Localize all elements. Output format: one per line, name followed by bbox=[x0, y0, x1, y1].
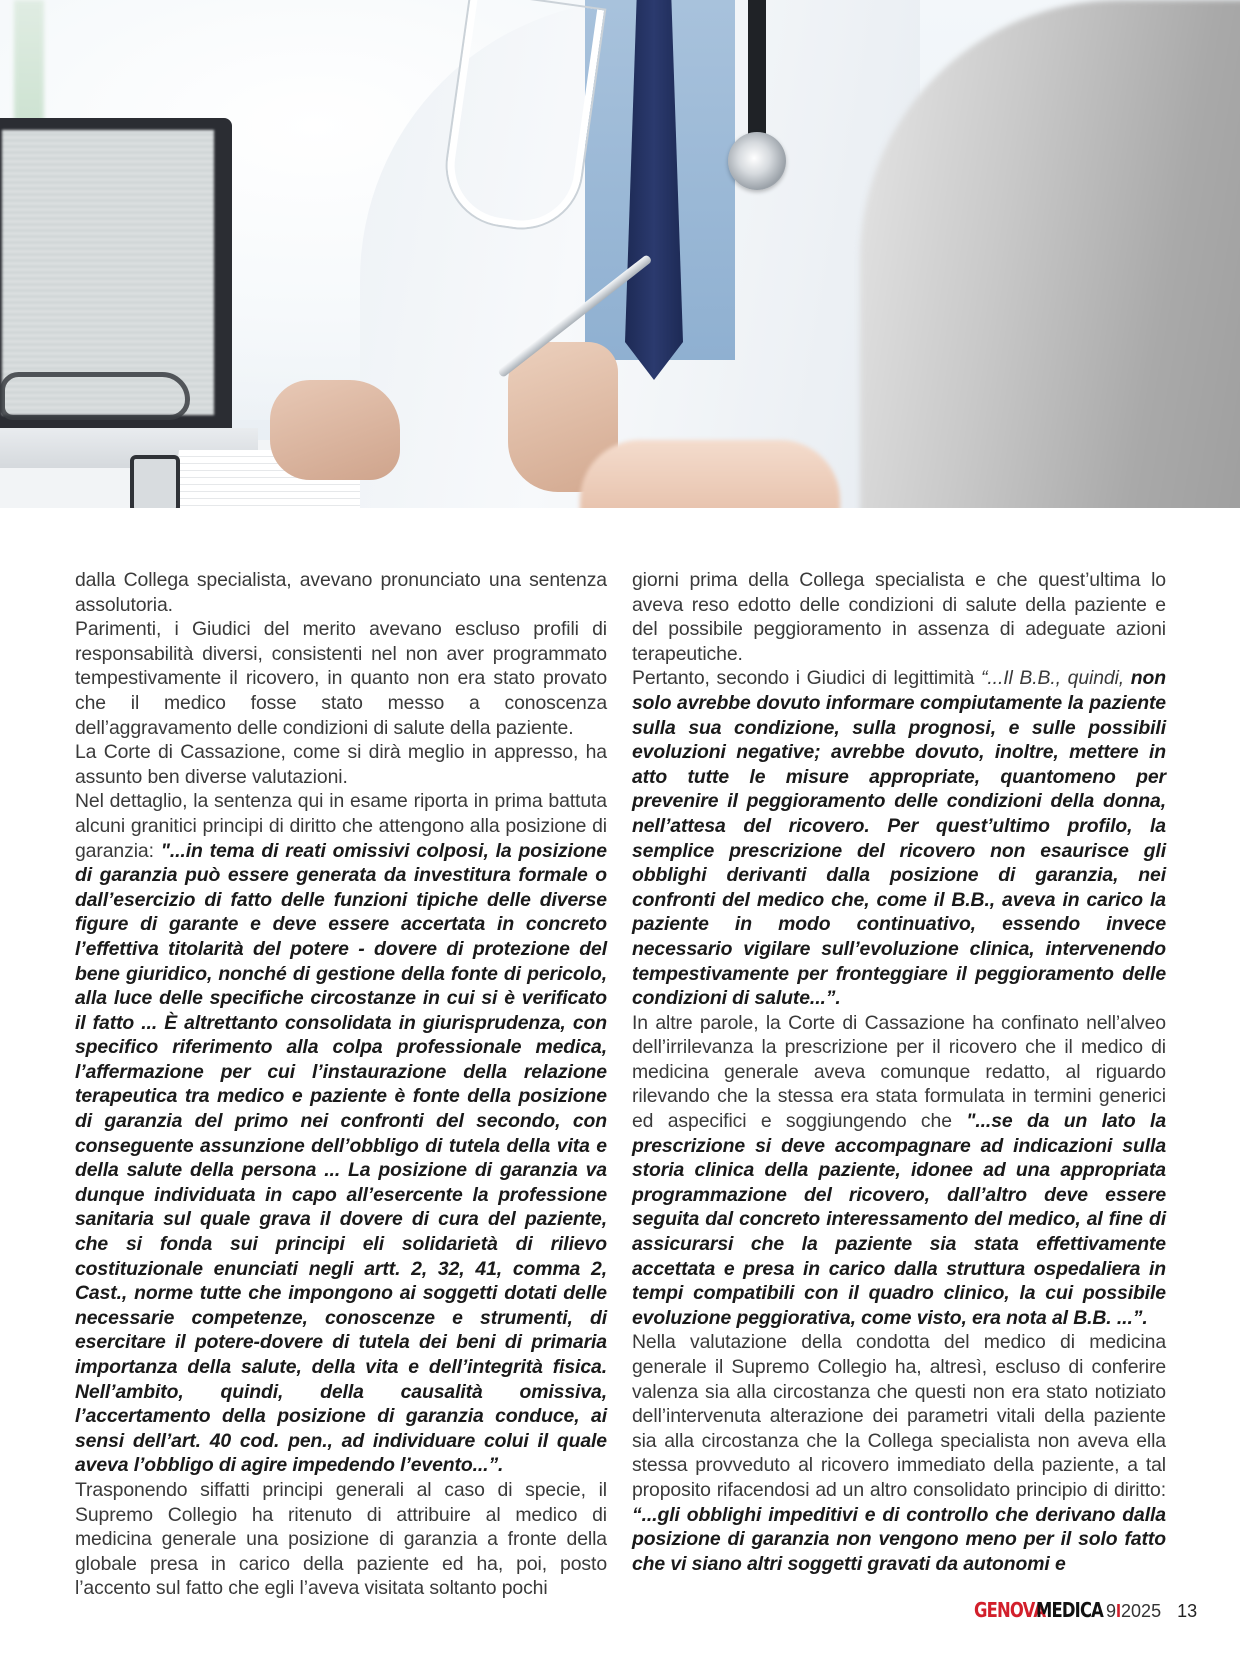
article-column-right bbox=[632, 568, 1166, 1576]
stethoscope-chestpiece bbox=[728, 132, 786, 190]
clipboard-clip bbox=[130, 455, 180, 508]
paragraph: dalla Collega specialista, avevano pronunciato una sentenza assolutoria. bbox=[75, 569, 607, 616]
paragraph: giorni prima della Collega specialista e che quest’ultima lo aveva reso edotto delle condizioni di salute della paziente e del possibile peggioramento in assenza di adeguate azioni terapeutiche. bbox=[632, 569, 1166, 665]
patient-hand bbox=[580, 440, 840, 508]
issue-separator: I bbox=[1116, 1601, 1122, 1621]
hero-photo bbox=[0, 0, 1240, 508]
paragraph: La Corte di Cassazione, come si dirà meglio in appresso, ha assunto ben diverse valutazioni. bbox=[75, 741, 607, 788]
paragraph: Parimenti, i Giudici del merito avevano escluso profili di responsabilità diversi, consistenti nel non aver programmato tempestivamente il ricovero, in quanto non era stato provato che il medico fosse stato messo a conoscenza dell’aggravamento delle condizioni di salute della paziente. bbox=[75, 618, 607, 739]
eyeglasses bbox=[0, 372, 190, 420]
article-column-left bbox=[75, 568, 607, 1601]
paragraph: Pertanto, secondo i Giudici di legittimità “...Il B.B., quindi, non solo avrebbe dovuto informare compiutamente la paziente sulla sua condizione, sulla prognosi, e sulle possibili evoluzioni negative; avrebbe dovuto, inoltre, mettere in atto tutte le misure appropriate, quantomeno per prevenire il peggioramento delle condizioni della donna, nell’attesa del ricovero. Per quest’ultimo profilo, la semplice prescrizione del ricovero non esaurisce gli obblighi derivanti dalla posizione di garanzia, nei confronti del medico che, come il B.B., aveva in carico la paziente in modo continuativo, essendo invece necessario vigilare sull’evoluzione clinica, intervenendo tempestivamente per fronteggiare il peggioramento delle condizioni di salute...”. bbox=[632, 667, 1166, 1010]
page-footer bbox=[974, 1598, 1197, 1628]
page-number: 13 bbox=[1177, 1601, 1198, 1621]
paragraph: Nella valutazione della condotta del medico di medicina generale il Supremo Collegio ha, altresì, escluso di conferire valenza sia alla circostanza che questi non era stato notiziato dell’intervenuta alterazione dei parametri vitali della paziente sia alla circostanza che la Collega specialista non aveva ella stessa provveduto al ricovero immediato della paziente, a tal proposito rifacendosi ad un altro consolidato principio di diritto: “...gli obblighi impeditivi e di controllo che derivano dalla posizione di garanzia non vengono meno per il solo fatto che vi siano altri soggetti gravati da autonomi e bbox=[632, 1331, 1166, 1575]
paragraph: Trasponendo siffatti principi generali al caso di specie, il Supremo Collegio ha ritenuto di attribuire al medico di medicina generale una posizione di garanzia a fronte della globale presa in carico della paziente ed ha, poi, posto l’accento sul fatto che egli l’aveva visitata soltanto pochi bbox=[75, 1478, 607, 1600]
legal-quotation: “...gli obblighi impeditivi e di controllo che derivano dalla posizione di garanzia non vengono meno per il solo fatto che vi siano altri soggetti gravati da autonomi e bbox=[632, 1503, 1166, 1575]
paragraph: In altre parole, la Corte di Cassazione ha confinato nell’alveo dell’irrilevanza la prescrizione per il ricovero che il medico di medicina generale aveva comunque redatto, al riguardo rilevando che la stessa era stata formulata in termini generici ed aspecifici e soggiungendo che "...se da un lato la prescrizione si deve accompagnare ad indicazioni sulla storia clinica della paziente, idonee ad una appropriata programmazione del ricovero, dall’altro deve essere seguita dal concreto interessamento del medico, al fine di assicurarsi che la paziente sia stata effettivamente accettata e presa in carico dalla struttura ospedaliera in tempi compatibili con il quadro clinico, la cui possibile evoluzione peggiorativa, come visto, era nota al B.B. ...”. bbox=[632, 1011, 1166, 1329]
quotation-lead-in: “...Il B.B., quindi, bbox=[981, 667, 1131, 690]
legal-quotation: "...in tema di reati omissivi colposi, la posizione di garanzia può essere generata da investitura formale o dall’esercizio di fatto delle funzioni tipiche delle diverse figure di garante e deve essere accertata in concreto l’effettiva titolarità del potere - dovere di protezione del bene giuridico, nonché di gestione della fonte di pericolo, alla luce delle specifiche circostanze in cui si è verificato il fatto ... È altrettanto consolidata in giurisprudenza, con specifico riferimento alla colpa professionale medica, l’affermazione per cui l’instaurazione della relazione terapeutica tra medico e paziente è fonte della posizione di garanzia del primo nei confronti del secondo, con conseguente assunzione dell’obbligo di tutela della vita e della salute della persona ... La posizione di garanzia va dunque individuata in capo all’esercente la professione sanitaria sul quale grava il dovere di cura del paziente, che si fonda sui principi eli solidarietà di rilievo costituzionale enunciati negli artt. 2, 32, 41, comma 2, Cast., norme tutte che impongono ai soggetti dotati delle necessarie competenze, conoscenze e strumenti, di esercitare il potere-dovere di tutela dei beni di primaria importanza della salute, della vita e dell’integrità fisica. Nell’ambito, quindi, della causalità omissiva, l’accertamento della posizione di garanzia conduce, ai sensi dell’art. 40 cod. pen., ad individuare colui il quale aveva l’obbligo di agire impedendo l’evento...”. bbox=[75, 839, 607, 1477]
legal-quotation: "...se da un lato la prescrizione si deve accompagnare ad indicazioni sulla storia clinica della paziente, idonee ad una appropriata programmazione del ricovero, dall’altro deve essere seguita dal concreto interessamento del medico, al fine di assicurarsi che la paziente sia stata effettivamente accettata e presa in carico dalla struttura ospedaliera in tempi compatibili con il quadro clinico, la cui possibile evoluzione peggiorativa, come visto, era nota al B.B. ...”. bbox=[632, 1110, 1166, 1329]
stethoscope-black-tube bbox=[748, 0, 766, 140]
magazine-brand-medica: MEDICA bbox=[1036, 1598, 1104, 1622]
doctor-left-hand bbox=[270, 380, 400, 480]
magazine-brand-genova: GENOVA bbox=[974, 1598, 1046, 1622]
legal-quotation: non solo avrebbe dovuto informare compiutamente la paziente sulla sua condizione, sulla prognosi, e sulle possibili evoluzioni negative; avrebbe dovuto, inoltre, mettere in atto tutte le misure appropriate, quantomeno per prevenire il peggioramento delle condizioni della donna, nell’attesa del ricovero. Per quest’ultimo profilo, la semplice prescrizione del ricovero non esaurisce gli obblighi derivanti dalla posizione di garanzia, nei confronti del medico che, come il B.B., aveva in carico la paziente in modo continuativo, essendo invece necessario vigilare sull’evoluzione clinica, intervenendo tempestivamente per fronteggiare il peggioramento delle condizioni di salute...”. bbox=[632, 667, 1166, 1010]
issue-number: 9I2025 bbox=[1106, 1601, 1162, 1621]
background-plant bbox=[14, 0, 44, 130]
paragraph: Nel dettaglio, la sentenza qui in esame riporta in prima battuta alcuni granitici principi di diritto che attengono alla posizione di garanzia: "...in tema di reati omissivi colposi, la posizione di garanzia può essere generata da investitura formale o dall’esercizio di fatto delle funzioni tipiche delle diverse figure di garante e deve essere accertata in concreto l’effettiva titolarità del potere - dovere di protezione del bene giuridico, nonché di gestione della fonte di pericolo, alla luce delle specifiche circostanze in cui si è verificato il fatto ... È altrettanto consolidata in giurisprudenza, con specifico riferimento alla colpa professionale medica, l’affermazione per cui l’instaurazione della relazione terapeutica tra medico e paziente è fonte della posizione di garanzia del primo nei confronti del secondo, con conseguente assunzione dell’obbligo di tutela della vita e della salute della persona ... La posizione di garanzia va dunque individuata in capo all’esercente la professione sanitaria sul quale grava il dovere di cura del paziente, che si fonda sui principi eli solidarietà di rilievo costituzionale enunciati negli artt. 2, 32, 41, comma 2, Cast., norme tutte che impongono ai soggetti dotati delle necessarie competenze, conoscenze e strumenti, di esercitare il potere-dovere di tutela dei beni di primaria importanza della salute, della vita e dell’integrità fisica. Nell’ambito, quindi, della causalità omissiva, l’accertamento della posizione di garanzia conduce, ai sensi dell’art. 40 cod. pen., ad individuare colui il quale aveva l’obbligo di agire impedendo l’evento...”. bbox=[75, 790, 607, 1477]
